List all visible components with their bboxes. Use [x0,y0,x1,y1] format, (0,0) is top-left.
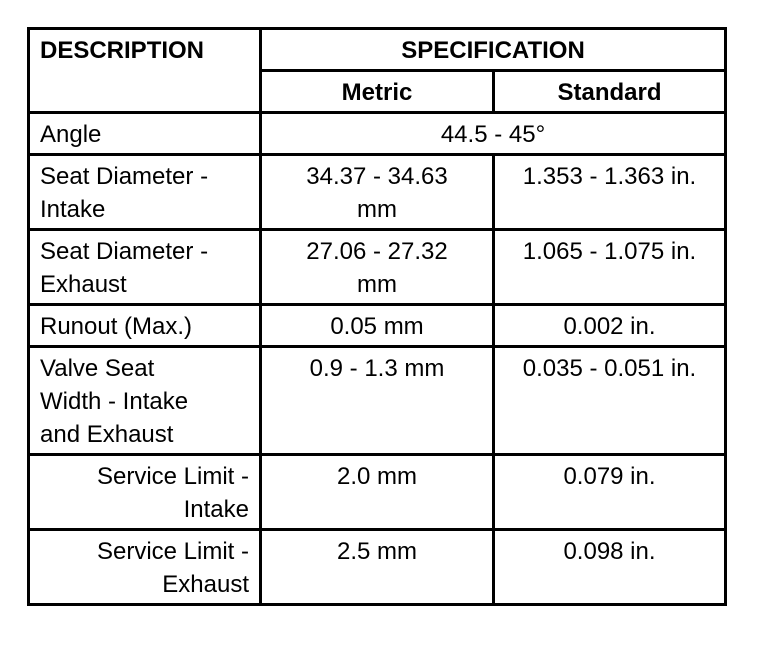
row-metric: 2.5 mm [261,530,494,605]
row-description [29,530,261,605]
table-row [29,113,726,155]
header-standard: Standard [494,71,726,113]
row-metric: 2.0 mm [261,455,494,530]
description-line: Exhaust [40,271,127,298]
row-metric [261,155,494,230]
row-standard: 1.353 - 1.363 in. [494,155,726,230]
row-standard: 1.065 - 1.075 in. [494,230,726,305]
row-metric: 0.9 - 1.3 mm [261,347,494,455]
row-description [29,455,261,530]
description-line: Intake [40,196,106,223]
description-line: Width - Intake [40,388,189,415]
table-row [29,455,726,530]
description-line: Service Limit - [96,463,249,490]
description-line: Exhaust [162,571,249,598]
row-standard: 0.098 in. [494,530,726,605]
header-row [29,29,726,71]
header-description: DESCRIPTION [29,29,261,113]
row-standard: 0.035 - 0.051 in. [494,347,726,455]
valve-seat-spec-table [27,27,727,606]
metric-line: mm [357,271,397,298]
description-line: Service Limit - [96,538,249,565]
row-description [29,347,261,455]
table-row [29,347,726,455]
description-line: Seat Diameter - [40,163,209,190]
table-row [29,155,726,230]
row-standard: 0.079 in. [494,455,726,530]
description-line: Intake [183,496,249,523]
table-row [29,305,726,347]
header-metric: Metric [261,71,494,113]
row-metric: 0.05 mm [261,305,494,347]
table-row [29,530,726,605]
description-line: Seat Diameter - [40,238,209,265]
description-line: and Exhaust [40,421,174,448]
row-description [29,230,261,305]
header-specification: SPECIFICATION [261,29,726,71]
row-metric [261,230,494,305]
metric-line: 34.37 - 34.63 [306,163,448,190]
metric-line: mm [357,196,397,223]
metric-line: 27.06 - 27.32 [306,238,448,265]
description-line: Valve Seat [40,355,155,382]
row-standard: 0.002 in. [494,305,726,347]
row-description: Runout (Max.) [29,305,261,347]
table-row [29,230,726,305]
row-description [29,155,261,230]
row-description: Angle [29,113,261,155]
row-combined-value: 44.5 - 45° [261,113,726,155]
